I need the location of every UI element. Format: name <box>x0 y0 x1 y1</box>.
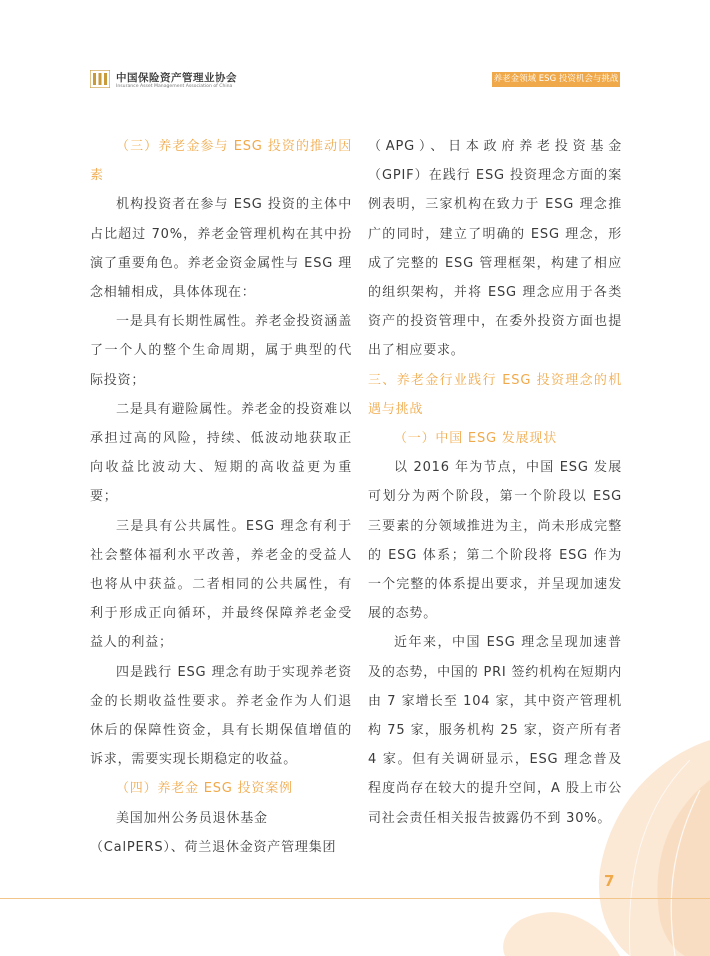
page-header <box>0 0 710 110</box>
paragraph-cases-line2: （CalPERS）、荷兰退休金资产管理集团 <box>90 839 337 855</box>
chapter-heading-opportunities: 三、养老金行业践行 ESG 投资理念的机遇与挑战 <box>368 372 622 417</box>
page-number: 7 <box>604 872 615 890</box>
paragraph-long-term-return: 四是践行 ESG 理念有助于实现养老资金的长期收益性要求。养老金作为人们退休后的保障性资金，具有长期保值增值的诉求，需要实现长期稳定的收益。 <box>90 664 352 768</box>
paragraph-institutional: 机构投资者在参与 ESG 投资的主体中占比超过 70%，养老金管理机构在其中扮演了重要角色。养老金资金属性与 ESG 理念相辅相成，具体体现在： <box>90 197 352 301</box>
paragraph-risk-averse: 二是具有避险属性。养老金的投资难以承担过高的风险，持续、低波动地获取正向收益比波动大、短期的高收益更为重要； <box>90 401 352 505</box>
section-heading-cases: （四）养老金 ESG 投资案例 <box>116 781 293 797</box>
org-name-en: Insurance Asset Management Association of China <box>116 84 233 89</box>
paragraph-china-stages: 以 2016 年为节点，中国 ESG 发展可划分为两个阶段，第一个阶段以 ESG 三要素的分领域推进为主，尚未形成完整的 ESG 体系；第二个阶段将 ESG 作为一个完整的体系提出要求，并呈现加速发展的态势。 <box>368 460 622 622</box>
section-heading-china-esg: （一）中国 ESG 发展现状 <box>394 431 558 447</box>
iamac-logo-icon <box>90 70 110 88</box>
paragraph-china-recent: 近年来，中国 ESG 理念呈现加速普及的态势，中国的 PRI 签约机构在短期内由 7 家增长至 104 家，其中资产管理机构 75 家，服务机构 25 家，资产所有者 4 家。但有关调研显示，ESG 理念普及程度尚存在较大的提升空间，A 股上市公司社会责任相关报告披露仍不到 30%。 <box>368 635 622 826</box>
paragraph-cases-line1: 美国加州公务员退休基金 <box>116 810 268 826</box>
paragraph-cases-continued: （APG）、日本政府养老投资基金（GPIF）在践行 ESG 投资理念方面的案例表明，三家机构在致力于 ESG 理念推广的同时，建立了明确的 ESG 理念，形成了完整的 ESG 管理框架，构建了相应的组织架构，并将 ESG 理念应用于各类资产的投资管理中，在委外投资方面也提出了相应要求。 <box>368 139 622 359</box>
paragraph-long-term: 一是具有长期性属性。养老金投资涵盖了一个人的整个生命周期，属于典型的代际投资； <box>90 314 352 388</box>
section-heading-drivers: （三）养老金参与 ESG 投资的推动因素 <box>90 139 352 184</box>
section-tag: 养老金领域 ESG 投资机会与挑战 <box>492 72 620 87</box>
org-name-cn: 中国保险资产管理业协会 <box>116 72 237 84</box>
leaf-decoration-icon <box>500 720 710 956</box>
paragraph-public: 三是具有公共属性。ESG 理念有利于社会整体福利水平改善，养老金的受益人也将从中获益。二者相同的公共属性，有利于形成正向循环，并最终保障养老金受益人的利益； <box>90 518 352 651</box>
footer-divider <box>0 898 710 899</box>
left-column <box>90 132 352 862</box>
